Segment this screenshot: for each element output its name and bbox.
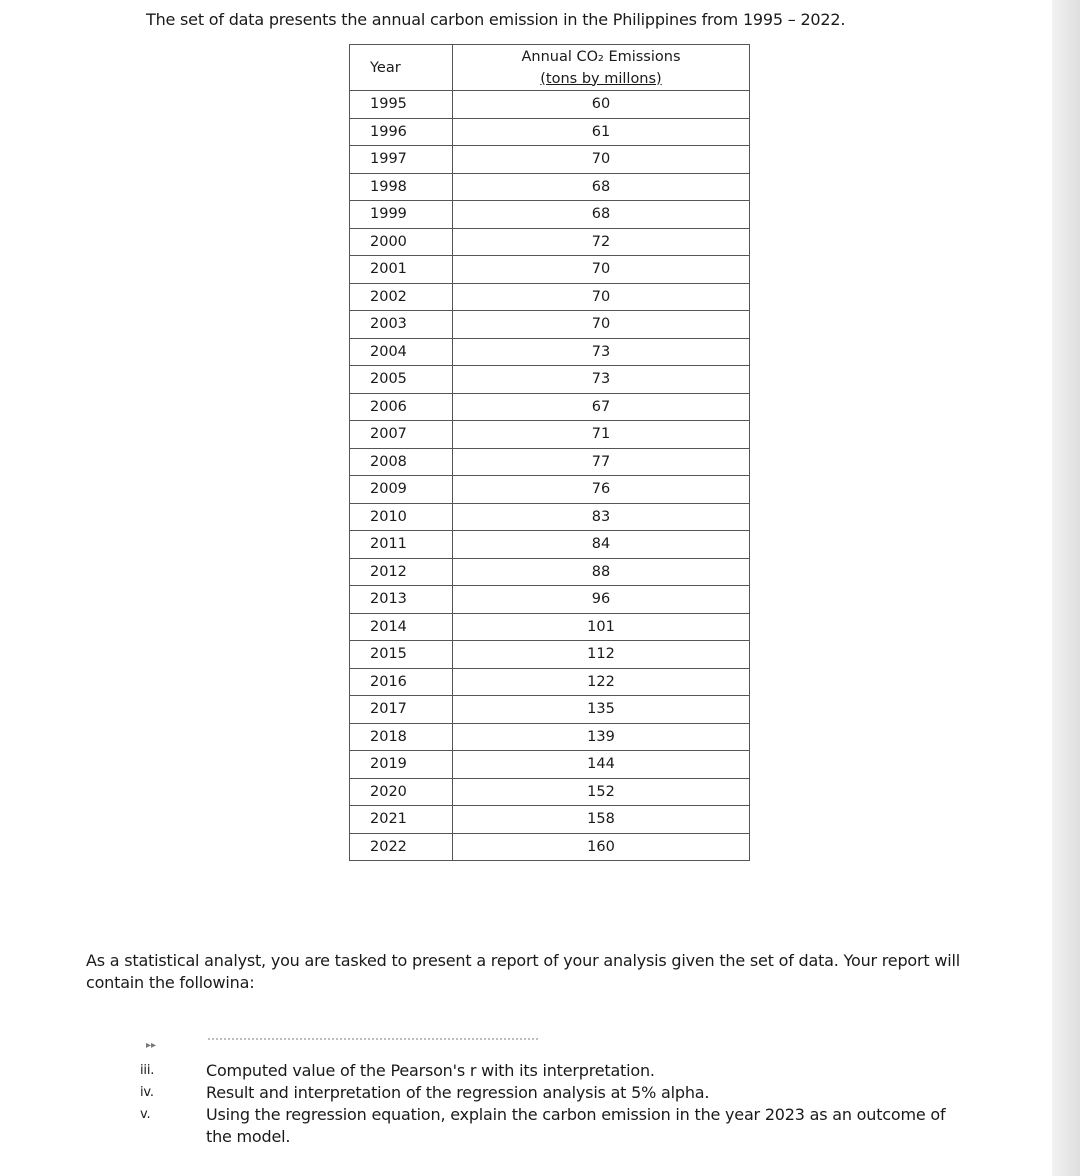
- emission-cell: 76: [453, 476, 750, 504]
- year-cell: 2018: [350, 723, 453, 751]
- year-cell: 2009: [350, 476, 453, 504]
- year-cell: 2000: [350, 228, 453, 256]
- table-row: [350, 641, 750, 669]
- list-item: [140, 1104, 960, 1148]
- table-row: [350, 778, 750, 806]
- year-cell: 2022: [350, 833, 453, 861]
- year-cell: 2008: [350, 448, 453, 476]
- year-cell: 2001: [350, 256, 453, 284]
- list-item-number: v.: [140, 1107, 151, 1122]
- table-row: [350, 366, 750, 394]
- emission-cell: 70: [453, 283, 750, 311]
- table-row: [350, 531, 750, 559]
- year-cell: 2017: [350, 696, 453, 724]
- emission-cell: 72: [453, 228, 750, 256]
- table-row: [350, 311, 750, 339]
- emission-cell: 61: [453, 118, 750, 146]
- emission-cell: 139: [453, 723, 750, 751]
- table-row: [350, 806, 750, 834]
- emission-cell: 152: [453, 778, 750, 806]
- emission-cell: 68: [453, 173, 750, 201]
- table-row: [350, 173, 750, 201]
- table-row: [350, 833, 750, 861]
- emission-cell: 70: [453, 146, 750, 174]
- year-cell: 1999: [350, 201, 453, 229]
- year-cell: 2002: [350, 283, 453, 311]
- table-row: [350, 146, 750, 174]
- emission-cell: 112: [453, 641, 750, 669]
- table-body: [350, 91, 750, 861]
- year-cell: 2014: [350, 613, 453, 641]
- table-row: [350, 118, 750, 146]
- emission-cell: 73: [453, 338, 750, 366]
- emission-cell: 88: [453, 558, 750, 586]
- year-cell: 2019: [350, 751, 453, 779]
- emission-cell: 73: [453, 366, 750, 394]
- table-row: [350, 228, 750, 256]
- list-item-text: Computed value of the Pearson's r with its interpretation.: [206, 1061, 655, 1080]
- list-item-text: Result and interpretation of the regression analysis at 5% alpha.: [206, 1083, 710, 1102]
- year-cell: 1997: [350, 146, 453, 174]
- year-cell: 1998: [350, 173, 453, 201]
- list-item: [140, 1060, 960, 1082]
- emission-cell: 144: [453, 751, 750, 779]
- emission-cell: 68: [453, 201, 750, 229]
- list-item: [140, 1082, 960, 1104]
- year-cell: 2012: [350, 558, 453, 586]
- emission-cell: 158: [453, 806, 750, 834]
- year-cell: 2020: [350, 778, 453, 806]
- year-cell: 2013: [350, 586, 453, 614]
- emission-cell: 60: [453, 91, 750, 119]
- table-row: [350, 751, 750, 779]
- table-row: [350, 558, 750, 586]
- header-emissions-unit: (tons by millons): [540, 70, 662, 87]
- table-row: [350, 338, 750, 366]
- year-cell: 2021: [350, 806, 453, 834]
- table-row: [350, 668, 750, 696]
- year-cell: 2003: [350, 311, 453, 339]
- emission-cell: 160: [453, 833, 750, 861]
- table-header-row: [350, 45, 750, 91]
- table-row: [350, 421, 750, 449]
- year-cell: 2016: [350, 668, 453, 696]
- emission-cell: 96: [453, 586, 750, 614]
- table-row: [350, 283, 750, 311]
- table-row: [350, 476, 750, 504]
- emissions-table: [349, 44, 750, 861]
- emission-cell: 84: [453, 531, 750, 559]
- table-row: [350, 256, 750, 284]
- table-row: [350, 448, 750, 476]
- header-emissions-title: Annual CO₂ Emissions: [521, 48, 681, 65]
- list-item-number: iv.: [140, 1085, 154, 1100]
- cutoff-mark: ▸▸: [146, 1040, 157, 1051]
- list-item-text: Using the regression equation, explain the carbon emission in the year 2023 as an outcome of the model.: [206, 1105, 946, 1146]
- requirements-list: [140, 1060, 960, 1148]
- intro-text: The set of data presents the annual carbon emission in the Philippines from 1995 – 2022.: [146, 10, 846, 29]
- year-cell: 2010: [350, 503, 453, 531]
- emission-cell: 135: [453, 696, 750, 724]
- emission-cell: 70: [453, 311, 750, 339]
- emission-cell: 83: [453, 503, 750, 531]
- year-cell: 2015: [350, 641, 453, 669]
- emission-cell: 77: [453, 448, 750, 476]
- emission-cell: 71: [453, 421, 750, 449]
- year-cell: 2004: [350, 338, 453, 366]
- table-row: [350, 586, 750, 614]
- header-year: Year: [350, 45, 453, 91]
- task-paragraph: As a statistical analyst, you are tasked to present a report of your analysis given the set of data. Your report will contain the followina:: [86, 951, 960, 992]
- table-row: [350, 91, 750, 119]
- year-cell: 1996: [350, 118, 453, 146]
- emission-cell: 122: [453, 668, 750, 696]
- list-item-number: iii.: [140, 1063, 155, 1078]
- header-emissions: [453, 45, 750, 91]
- year-cell: 2007: [350, 421, 453, 449]
- table-row: [350, 723, 750, 751]
- page-edge: [1052, 0, 1080, 1176]
- table-row: [350, 503, 750, 531]
- table-row: [350, 393, 750, 421]
- table-row: [350, 696, 750, 724]
- table-row: [350, 613, 750, 641]
- table-row: [350, 201, 750, 229]
- emission-cell: 67: [453, 393, 750, 421]
- emission-cell: 101: [453, 613, 750, 641]
- year-cell: 2011: [350, 531, 453, 559]
- year-cell: 1995: [350, 91, 453, 119]
- emission-cell: 70: [453, 256, 750, 284]
- cutoff-line: [208, 1038, 538, 1046]
- year-cell: 2005: [350, 366, 453, 394]
- year-cell: 2006: [350, 393, 453, 421]
